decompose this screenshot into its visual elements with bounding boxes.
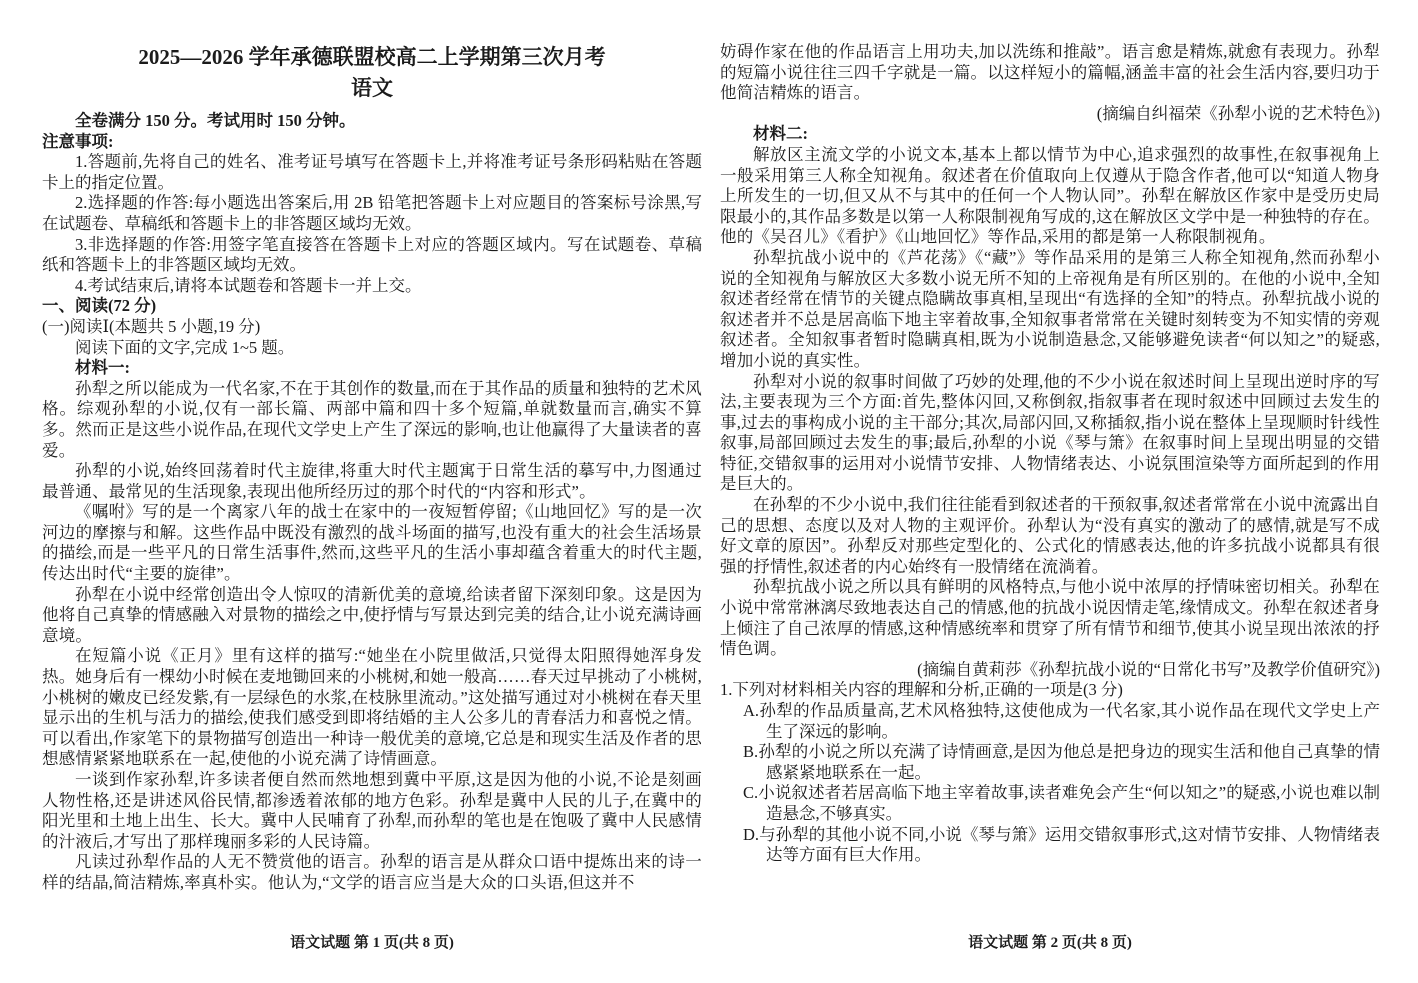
material2-paragraph-4: 在孙犁的不少小说中,我们往往能看到叙述者的干预叙事,叙述者常常在小说中流露出自己的思想、态度以及对人物的主观评价。孙犁认为“没有真实的激动了的感情,就是写不成好文章的原因”。孙犁反对那些定型化的、公式化的情感表达,他的许多抗战小说都具有很强的抒情性,叙述者的内心始终有一股情绪在流淌着。 bbox=[720, 495, 1380, 576]
notice-item-1: 1.答题前,先将自己的姓名、准考证号填写在答题卡上,并将准考证号条形码粘贴在答题卡上的指定位置。 bbox=[42, 152, 702, 192]
material2-paragraph-2: 孙犁抗战小说中的《芦花荡》《“藏”》等作品采用的是第三人称全知视角,然而孙犁小说的全知视角与解放区大多数小说无所不知的上帝视角是有所区别的。在他的小说中,全知叙述者经常在情节的关键点隐瞒故事真相,呈现出“有选择的全知”的特点。孙犁抗战小说的叙述者并不总是居高临下地主宰着故事,全知叙事者常常在关键时刻转变为不知实情的旁观叙述者。全知叙事者暂时隐瞒真相,既为小说制造悬念,又能够避免读者“何以知之”的疑惑,增加小说的真实性。 bbox=[720, 247, 1380, 370]
material1-paragraph-7: 凡读过孙犁作品的人无不赞赏他的语言。孙犁的语言是从群众口语中提炼出来的诗一样的结晶,简洁精炼,率真朴实。他认为,“文学的语言应当是大众的口头语,但这并不 bbox=[42, 852, 702, 892]
exam-title: 2025—2026 学年承德联盟校高二上学期第三次月考 bbox=[138, 45, 606, 69]
section-subheading: (一)阅读Ⅰ(本题共 5 小题,19 分) bbox=[42, 316, 261, 336]
page-1-column bbox=[42, 42, 702, 894]
material1-source: (摘编自纠福荣《孙犁小说的艺术特色》) bbox=[1096, 103, 1380, 123]
question-1-stem: 1.下列对材料相关内容的理解和分析,正确的一项是(3 分) bbox=[720, 680, 1123, 700]
material1-paragraph-7-continuation: 妨碍作家在他的作品语言上用功夫,加以洗练和推敲”。语言愈是精炼,就愈有表现力。孙犁的短篇小说往往三四千字就是一篇。以这样短小的篇幅,涵盖丰富的社会生活内容,要归功于他简洁精炼的语言。 bbox=[720, 42, 1380, 103]
material1-paragraph-6: 一谈到作家孙犁,许多读者便自然而然地想到冀中平原,这是因为他的小说,不论是刻画人物性格,还是讲述风俗民情,都渗透着浓郁的地方色彩。孙犁是冀中人民的儿子,在冀中的阳光里和土地上出生、长大。冀中人民哺育了孙犁,而孙犁的笔也是在饱吸了冀中人民感情的汁液后,才写出了那样瑰丽多彩的人民诗篇。 bbox=[42, 770, 702, 851]
notice-item-3: 3.非选择题的作答:用签字笔直接答在答题卡上对应的答题区域内。写在试题卷、草稿纸和答题卡上的非答题区域均无效。 bbox=[42, 234, 702, 275]
question-1-option-a: A.孙犁的作品质量高,艺术风格独特,这使他成为一代名家,其小说作品在现代文学史上产生了深远的影响。 bbox=[743, 701, 1380, 741]
exam-info: 全卷满分 150 分。考试用时 150 分钟。 bbox=[75, 111, 356, 130]
material1-paragraph-1: 孙犁之所以能成为一代名家,不在于其创作的数量,而在于其作品的质量和独特的艺术风格。综观孙犁的小说,仅有一部长篇、两部中篇和四十多个短篇,单就数量而言,确实不算多。然而正是这些小说作品,在现代文学史上产生了深远的影响,也让他赢得了大量读者的喜爱。 bbox=[42, 378, 702, 460]
material1-paragraph-4: 孙犁在小说中经常创造出令人惊叹的清新优美的意境,给读者留下深刻印象。这是因为他将自己真挚的情感融入对景物的描绘之中,使抒情与写景达到完美的结合,让小说充满诗画意境。 bbox=[42, 584, 702, 645]
question-1-option-b: B.孙犁的小说之所以充满了诗情画意,是因为他总是把身边的现实生活和他自己真挚的情感紧紧地联系在一起。 bbox=[743, 742, 1380, 782]
subject-title: 语文 bbox=[351, 76, 393, 100]
material2-paragraph-5: 孙犁抗战小说之所以具有鲜明的风格特点,与他小说中浓厚的抒情味密切相关。孙犁在小说中常常淋漓尽致地表达自己的情感,他的抗战小说因情走笔,缘情成文。孙犁在叙述者身上倾注了自己浓厚的情感,这种情感统率和贯穿了所有情节和细节,使其小说呈现出浓浓的抒情色调。 bbox=[720, 577, 1380, 659]
question-1-option-c: C.小说叙述者若居高临下地主宰着故事,读者难免会产生“何以知之”的疑惑,小说也难以制造悬念,不够真实。 bbox=[743, 783, 1380, 823]
section-heading: 一、阅读(72 分) bbox=[42, 296, 157, 316]
material2-paragraph-3: 孙犁对小说的叙事时间做了巧妙的处理,他的不少小说在叙述时间上呈现出逆时序的写法,主要表现为三个方面:首先,整体闪回,又称倒叙,指叙事者在现时叙述中回顾过去发生的事,过去的事构成小说的主干部分;其次,局部闪回,又称插叙,指小说在整体上呈现顺时针线性叙事,局部回顾过去发生的事;最后,孙犁的小说《琴与箫》在叙事时间上呈现出明显的交错特征,交错叙事的运用对小说情节安排、人物情绪表达、小说氛围渲染等方面所起到的作用是巨大的。 bbox=[720, 371, 1380, 494]
material2-paragraph-1: 解放区主流文学的小说文本,基本上都以情节为中心,追求强烈的故事性,在叙事视角上一般采用第三人称全知视角。叙述者在价值取向上仅遵从于隐含作者,他可以“知道人物身上所发生的一切,但又从不与其中的任何一个人物认同”。孙犁在解放区作家中是受历史局限最小的,其作品多数是以第一人称限制视角写成的,这在解放区文学中是一种独特的存在。他的《吴召儿》《看护》《山地回忆》等作品,采用的都是第一人称限制视角。 bbox=[720, 144, 1380, 247]
notice-item-2: 2.选择题的作答:每小题选出答案后,用 2B 铅笔把答题卡上对应题目的答案标号涂黑,写在试题卷、草稿纸和答题卡上的非答题区域均无效。 bbox=[42, 193, 702, 233]
notice-heading: 注意事项: bbox=[42, 131, 114, 151]
material1-paragraph-5: 在短篇小说《正月》里有这样的描写:“她坐在小院里做活,只觉得太阳照得她浑身发热。她身后有一棵幼小时候在麦地锄回来的小桃树,和她一般高……春天过早挑动了小桃树,小桃树的嫩皮已经发紫,有一层绿色的水浆,在枝脉里流动。”这处描写通过对小桃树在春天里显示出的生机与活力的描绘,使我们感受到即将结婚的主人公多儿的青春活力和喜悦之情。可以看出,作家笔下的景物描写创造出一种诗一般优美的意境,它总是和现实生活及作者的思想感情紧紧地联系在一起,使他的小说充满了诗情画意。 bbox=[42, 646, 702, 769]
material1-paragraph-2: 孙犁的小说,始终回荡着时代主旋律,将重大时代主题寓于日常生活的摹写中,力图通过最普通、最常见的生活现象,表现出他所经历过的那个时代的“内容和形式”。 bbox=[42, 461, 702, 501]
notice-item-4: 4.考试结束后,请将本试题卷和答题卡一并上交。 bbox=[75, 275, 422, 295]
page-1-footer: 语文试题 第 1 页(共 8 页) bbox=[290, 935, 454, 951]
material2-source: (摘编自黄莉莎《孙犁抗战小说的“日常化书写”及教学价值研究》) bbox=[917, 659, 1380, 679]
section-instruction: 阅读下面的文字,完成 1~5 题。 bbox=[75, 337, 295, 357]
question-1-option-d: D.与孙犁的其他小说不同,小说《琴与箫》运用交错叙事形式,这对情节安排、人物情绪表达等方面有巨大作用。 bbox=[743, 824, 1380, 865]
material2-label: 材料二: bbox=[753, 124, 808, 144]
material1-label: 材料一: bbox=[75, 358, 130, 378]
page-2-column bbox=[720, 42, 1380, 866]
material1-paragraph-3: 《嘱咐》写的是一个离家八年的战士在家中的一夜短暂停留;《山地回忆》写的是一次河边的摩擦与和解。这些作品中既没有激烈的战斗场面的描写,也没有重大的社会生活场景的描绘,而是一些平凡的日常生活事件,然而,这些平凡的生活小事却蕴含着重大的时代主题,传达出时代“主要的旋律”。 bbox=[42, 502, 702, 584]
page-2-footer: 语文试题 第 2 页(共 8 页) bbox=[968, 935, 1132, 951]
